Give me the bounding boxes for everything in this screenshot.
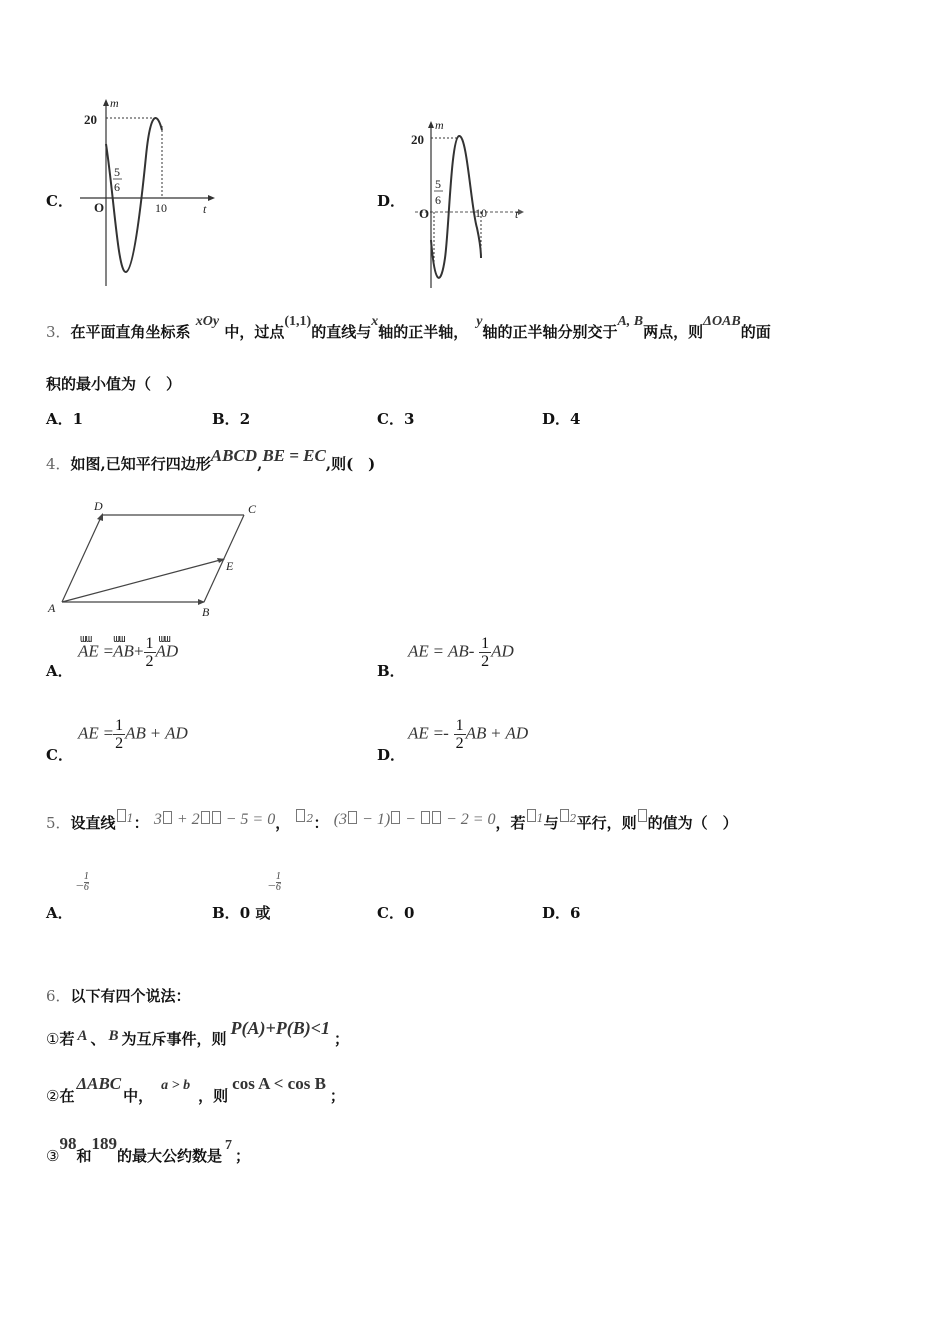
- q4-number: 4．: [46, 455, 71, 473]
- q3-question-line2: 积的最小值为（ ）: [46, 375, 182, 393]
- q5-option-a-label[interactable]: A．: [46, 904, 73, 922]
- q3-option-a[interactable]: A．1: [46, 410, 84, 428]
- q5-option-b-frac: − $\frac{1}{6}$: [268, 871, 281, 894]
- y-axis-label: m: [110, 96, 119, 110]
- ymax-label: 20: [84, 112, 97, 127]
- q4-option-a-label[interactable]: A．: [46, 662, 73, 680]
- origin-label: O: [419, 206, 430, 221]
- q4-option-d-expr[interactable]: AE =- $\frac{1}{2}$ AB + AD: [408, 717, 529, 752]
- sine-curve: [106, 118, 162, 272]
- q4-option-c-label[interactable]: C．: [46, 746, 73, 764]
- edge-cb: [204, 515, 244, 602]
- x-axis-arrow: [208, 195, 215, 201]
- q5-option-d[interactable]: D．6: [542, 904, 581, 922]
- origin-label: O: [94, 200, 105, 215]
- q4-question: 4．如图,已知平行四边形ABCD,BE = EC,则( ): [46, 446, 376, 473]
- point-c-label: C: [248, 502, 257, 516]
- y-axis-arrow: [428, 121, 434, 128]
- frac-num: 5: [114, 165, 120, 179]
- q6-statement-1: ①若 A 、 B 为互斥事件，则P(A)+P(B)<1；: [46, 1018, 350, 1048]
- x-axis-label: t: [203, 202, 207, 216]
- point-e-label: E: [226, 559, 234, 573]
- q4-option-a-expr[interactable]: AE =AB+ $\frac{1}{2}$ AD: [78, 635, 179, 670]
- frac-den: 6: [114, 180, 120, 194]
- point-b-label: B: [202, 605, 210, 619]
- edge-ad: [62, 515, 102, 602]
- q4-option-a-vecmarks: ɯɯ ɯɯ ɯɯ: [80, 632, 170, 645]
- q6-statement-2: ②在ΔABC中，a > b，则cos A < cos B；: [46, 1074, 345, 1105]
- q5-option-b[interactable]: B．0 或: [212, 904, 271, 922]
- vector-ae: [62, 559, 224, 602]
- q2-option-c-label: C．: [46, 192, 73, 210]
- q3-option-c[interactable]: C．3: [377, 410, 415, 428]
- ymax-label: 20: [411, 132, 424, 147]
- x-axis-label: t: [515, 207, 519, 221]
- q2-option-d-label: D．: [377, 192, 406, 210]
- q4-option-b-label[interactable]: B．: [377, 662, 405, 680]
- y-axis-arrow: [103, 99, 109, 106]
- q5-option-c[interactable]: C．0: [377, 904, 415, 922]
- q3-option-d[interactable]: D．4: [542, 410, 581, 428]
- point-a-label: A: [48, 601, 56, 615]
- x-axis-arrow: [518, 209, 524, 215]
- q4-option-d-label[interactable]: D．: [377, 746, 406, 764]
- q6-number: 6．: [46, 987, 71, 1005]
- q6-statement-3: ③98和189的最大公约数是7；: [46, 1134, 250, 1165]
- q3-option-b[interactable]: B．2: [212, 410, 251, 428]
- xmark-label: 10: [155, 201, 167, 215]
- xmark-label: 10: [475, 206, 487, 220]
- frac-num: 5: [435, 177, 441, 191]
- q3-question: 3．在平面直角坐标系 xOy 中，过点(1,1)的直线与x轴的正半轴，y轴的正半轴分别交于A, B两点，则ΔOAB的面: [46, 314, 771, 341]
- y-axis-label: m: [435, 118, 444, 132]
- q4-parallelogram-figure: [44, 496, 274, 620]
- q6-title: 6．以下有四个说法：: [46, 987, 191, 1005]
- point-d-label: D: [94, 499, 103, 513]
- frac-den: 6: [435, 193, 441, 207]
- q5-question: 5．设直线 1： 3 + 2 − 5 = 0， 2： (3 − 1) − − 2 = 0，若 1与 2平行，则 的值为（ ）: [46, 811, 738, 832]
- q4-option-b-expr[interactable]: AE = AB- $\frac{1}{2}$ AD: [408, 635, 514, 670]
- q2-option-c-graph: [70, 96, 220, 292]
- q5-number: 5．: [46, 814, 71, 832]
- q5-option-a-value: − $\frac{1}{6}$: [76, 871, 89, 894]
- q2-option-d-graph: [405, 118, 535, 294]
- q4-option-c-expr[interactable]: AE = $\frac{1}{2}$ AB + AD: [78, 717, 188, 752]
- q3-number: 3．: [46, 323, 71, 341]
